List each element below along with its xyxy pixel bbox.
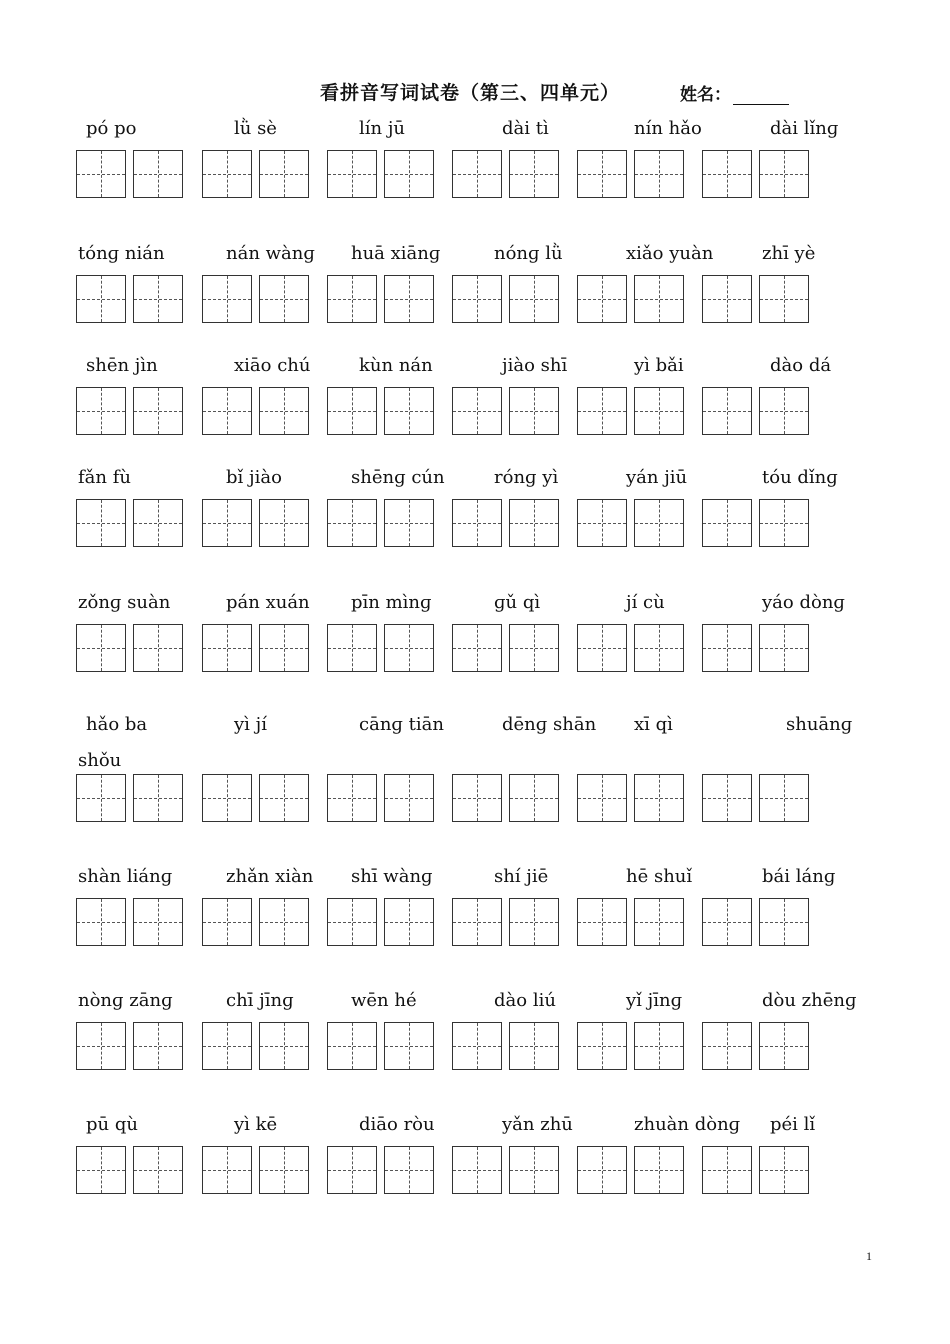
character-writing-box[interactable] — [577, 499, 627, 547]
character-writing-box[interactable] — [327, 898, 377, 946]
pinyin-word: shī wànɡ — [351, 866, 433, 887]
pinyin-word: xī qì — [634, 714, 673, 735]
character-box-pair — [327, 1146, 435, 1196]
character-writing-box[interactable] — [509, 1146, 559, 1194]
character-writing-box[interactable] — [634, 1146, 684, 1194]
exercise-row — [76, 714, 876, 771]
pinyin-word: tónɡ nián — [78, 243, 165, 264]
character-writing-box[interactable] — [202, 624, 252, 672]
character-writing-box[interactable] — [509, 499, 559, 547]
character-writing-box[interactable] — [259, 898, 309, 946]
character-writing-box[interactable] — [259, 499, 309, 547]
character-writing-box[interactable] — [759, 387, 809, 435]
character-box-pair — [452, 624, 560, 674]
character-writing-box[interactable] — [702, 499, 752, 547]
pinyin-word: tóu dǐnɡ — [762, 467, 838, 488]
character-box-pair — [702, 150, 810, 200]
character-box-pair — [327, 150, 435, 200]
character-box-pair — [452, 774, 560, 824]
character-writing-box[interactable] — [452, 774, 502, 822]
pinyin-word: bái lánɡ — [762, 866, 836, 887]
character-writing-box[interactable] — [259, 387, 309, 435]
character-writing-box[interactable] — [452, 150, 502, 198]
character-writing-box[interactable] — [452, 1022, 502, 1070]
character-writing-box[interactable] — [76, 150, 126, 198]
character-writing-box[interactable] — [452, 387, 502, 435]
character-writing-box[interactable] — [327, 387, 377, 435]
exercise-row — [76, 866, 876, 890]
name-label: 姓名： — [680, 85, 731, 105]
pinyin-word: shēn jìn — [86, 355, 158, 376]
pinyin-word: dào dá — [770, 355, 832, 376]
character-writing-box[interactable] — [577, 387, 627, 435]
pinyin-word: rónɡ yì — [494, 467, 559, 488]
page-title: 看拼音写词试卷（第三、四单元） — [320, 82, 621, 104]
character-box-pair — [577, 387, 685, 437]
character-box-pair — [702, 1022, 810, 1072]
character-box-pair — [76, 1022, 184, 1072]
character-writing-box[interactable] — [509, 150, 559, 198]
pinyin-word: fǎn fù — [78, 467, 131, 488]
pinyin-word: shēnɡ cún — [351, 467, 445, 488]
character-box-pair — [202, 150, 310, 200]
pinyin-word: dòu zhēnɡ — [762, 990, 857, 1011]
character-writing-box[interactable] — [259, 1022, 309, 1070]
character-writing-box[interactable] — [133, 387, 183, 435]
character-box-pair — [327, 898, 435, 948]
character-writing-box[interactable] — [577, 275, 627, 323]
pinyin-word: diāo ròu — [359, 1114, 435, 1135]
character-writing-box[interactable] — [202, 499, 252, 547]
pinyin-word: ɡǔ qì — [494, 592, 541, 613]
character-box-pair — [76, 150, 184, 200]
pinyin-word: pū qù — [86, 1114, 138, 1135]
pinyin-word: dào liú — [494, 990, 556, 1011]
exercise-row — [76, 1114, 876, 1138]
pinyin-word: xiǎo yuàn — [626, 243, 714, 264]
pinyin-word: zhuàn dònɡ — [634, 1114, 741, 1135]
pinyin-word: yì bǎi — [634, 355, 684, 376]
pinyin-word: yì kē — [234, 1114, 278, 1135]
character-box-pair — [327, 387, 435, 437]
character-box-pair — [452, 150, 560, 200]
character-box-pair — [76, 898, 184, 948]
exercise-row — [76, 592, 876, 616]
character-box-pair — [577, 898, 685, 948]
character-box-pair — [452, 275, 560, 325]
character-writing-box[interactable] — [133, 275, 183, 323]
character-box-pair — [577, 1022, 685, 1072]
pinyin-word: dài lǐnɡ — [770, 118, 839, 139]
character-writing-box[interactable] — [384, 150, 434, 198]
character-writing-box[interactable] — [327, 150, 377, 198]
pinyin-word: lín jū — [359, 118, 406, 139]
character-writing-box[interactable] — [259, 624, 309, 672]
character-writing-box[interactable] — [577, 898, 627, 946]
character-box-pair — [202, 387, 310, 437]
pinyin-word: lǜ sè — [234, 118, 277, 139]
character-writing-box[interactable] — [384, 1146, 434, 1194]
pinyin-word: yáo dònɡ — [762, 592, 845, 613]
pinyin-word: yì jí — [234, 714, 267, 735]
character-writing-box[interactable] — [259, 275, 309, 323]
character-writing-box[interactable] — [133, 1146, 183, 1194]
character-writing-box[interactable] — [577, 1022, 627, 1070]
character-box-pair — [577, 774, 685, 824]
pinyin-word: zǒnɡ suàn — [78, 592, 171, 613]
character-writing-box[interactable] — [76, 387, 126, 435]
character-box-pair — [202, 275, 310, 325]
pinyin-word: péi lǐ — [770, 1114, 816, 1135]
character-writing-box[interactable] — [509, 624, 559, 672]
character-writing-box[interactable] — [259, 150, 309, 198]
pinyin-word: pán xuán — [226, 592, 310, 613]
character-box-pair — [702, 387, 810, 437]
character-writing-box[interactable] — [202, 1146, 252, 1194]
character-writing-box[interactable] — [202, 387, 252, 435]
name-field — [680, 80, 789, 105]
character-writing-box[interactable] — [509, 1022, 559, 1070]
character-writing-box[interactable] — [76, 624, 126, 672]
character-writing-box[interactable] — [76, 499, 126, 547]
pinyin-word: dài tì — [502, 118, 549, 139]
character-writing-box[interactable] — [452, 898, 502, 946]
pinyin-word: yán jiū — [626, 467, 688, 488]
character-writing-box[interactable] — [634, 1022, 684, 1070]
character-writing-box[interactable] — [384, 387, 434, 435]
character-box-pair — [327, 774, 435, 824]
character-writing-box[interactable] — [702, 150, 752, 198]
character-writing-box[interactable] — [76, 1022, 126, 1070]
character-box-pair — [202, 499, 310, 549]
character-writing-box[interactable] — [202, 898, 252, 946]
character-writing-box[interactable] — [509, 275, 559, 323]
character-box-pair — [76, 499, 184, 549]
pinyin-word: cānɡ tiān — [359, 714, 444, 735]
exercise-row — [76, 118, 876, 142]
character-writing-box[interactable] — [259, 774, 309, 822]
character-writing-box[interactable] — [452, 275, 502, 323]
character-writing-box[interactable] — [634, 774, 684, 822]
pinyin-line — [76, 990, 876, 1014]
character-box-pair — [702, 1146, 810, 1196]
character-writing-box[interactable] — [133, 774, 183, 822]
character-box-pair — [76, 1146, 184, 1196]
character-writing-box[interactable] — [702, 1022, 752, 1070]
pinyin-word: yǎn zhū — [502, 1114, 573, 1135]
character-box-pair — [327, 624, 435, 674]
character-box-pair — [76, 774, 184, 824]
character-writing-box[interactable] — [634, 499, 684, 547]
pinyin-word: hǎo ba — [86, 714, 148, 735]
character-box-pair — [702, 774, 810, 824]
pinyin-line — [76, 866, 876, 890]
character-box-pair — [76, 387, 184, 437]
character-writing-box[interactable] — [202, 774, 252, 822]
character-writing-box[interactable] — [702, 774, 752, 822]
character-writing-box[interactable] — [202, 275, 252, 323]
exercise-row — [76, 243, 876, 267]
character-writing-box[interactable] — [133, 624, 183, 672]
character-writing-box[interactable] — [259, 1146, 309, 1194]
pinyin-word: shàn liánɡ — [78, 866, 173, 887]
pinyin-word: wēn hé — [351, 990, 417, 1011]
character-box-pair — [202, 898, 310, 948]
pinyin-word: zhǎn xiàn — [226, 866, 314, 887]
character-writing-box[interactable] — [384, 499, 434, 547]
character-box-pair — [452, 499, 560, 549]
pinyin-line — [76, 1114, 876, 1138]
name-blank-line[interactable] — [733, 88, 789, 105]
character-writing-box[interactable] — [327, 624, 377, 672]
character-writing-box[interactable] — [76, 1146, 126, 1194]
character-writing-box[interactable] — [702, 387, 752, 435]
character-writing-box[interactable] — [384, 898, 434, 946]
character-box-pair — [577, 150, 685, 200]
character-box-pair — [452, 898, 560, 948]
character-box-pair — [452, 1146, 560, 1196]
character-writing-box[interactable] — [702, 898, 752, 946]
pinyin-word: nín hǎo — [634, 118, 702, 139]
character-writing-box[interactable] — [327, 774, 377, 822]
character-writing-box[interactable] — [634, 898, 684, 946]
character-box-pair — [76, 624, 184, 674]
character-writing-box[interactable] — [452, 499, 502, 547]
character-box-pair — [702, 898, 810, 948]
character-box-pair — [202, 624, 310, 674]
character-writing-box[interactable] — [634, 150, 684, 198]
character-writing-box[interactable] — [76, 774, 126, 822]
page-number: 1 — [866, 1249, 872, 1263]
character-box-pair — [327, 1022, 435, 1072]
character-writing-box[interactable] — [327, 1146, 377, 1194]
character-box-pair — [76, 275, 184, 325]
pinyin-word: nónɡ lǜ — [494, 243, 563, 264]
character-writing-box[interactable] — [634, 275, 684, 323]
pinyin-word: chī jīnɡ — [226, 990, 294, 1011]
character-writing-box[interactable] — [327, 275, 377, 323]
character-box-pair — [577, 499, 685, 549]
character-box-pair — [202, 774, 310, 824]
exercise-row — [76, 467, 876, 491]
character-writing-box[interactable] — [327, 1022, 377, 1070]
pinyin-word: bǐ jiào — [226, 467, 282, 488]
pinyin-word: nán wànɡ — [226, 243, 315, 264]
pinyin-line — [76, 592, 876, 616]
pinyin-line — [76, 355, 876, 379]
character-box-pair — [577, 624, 685, 674]
character-writing-box[interactable] — [76, 898, 126, 946]
pinyin-word: pó po — [86, 118, 137, 139]
character-writing-box[interactable] — [634, 624, 684, 672]
character-writing-box[interactable] — [384, 624, 434, 672]
pinyin-word: shuānɡ — [786, 714, 853, 735]
pinyin-overflow: shǒu — [78, 750, 122, 771]
character-writing-box[interactable] — [759, 1022, 809, 1070]
character-writing-box[interactable] — [577, 1146, 627, 1194]
character-writing-box[interactable] — [759, 774, 809, 822]
character-writing-box[interactable] — [452, 1146, 502, 1194]
character-writing-box[interactable] — [76, 275, 126, 323]
character-box-pair — [327, 499, 435, 549]
pinyin-word: nònɡ zānɡ — [78, 990, 173, 1011]
pinyin-word: hē shuǐ — [626, 866, 693, 887]
character-box-pair — [702, 624, 810, 674]
character-writing-box[interactable] — [759, 275, 809, 323]
pinyin-word: jí cù — [626, 592, 665, 613]
character-box-pair — [702, 499, 810, 549]
character-writing-box[interactable] — [509, 774, 559, 822]
pinyin-line — [76, 714, 876, 738]
character-writing-box[interactable] — [133, 499, 183, 547]
character-box-pair — [202, 1146, 310, 1196]
pinyin-word: yǐ jīnɡ — [626, 990, 683, 1011]
character-box-pair — [452, 1022, 560, 1072]
pinyin-word: zhī yè — [762, 243, 816, 264]
character-writing-box[interactable] — [702, 275, 752, 323]
pinyin-word: shí jiē — [494, 866, 549, 887]
character-writing-box[interactable] — [509, 898, 559, 946]
pinyin-word: huā xiānɡ — [351, 243, 441, 264]
character-writing-box[interactable] — [384, 1022, 434, 1070]
character-writing-box[interactable] — [133, 150, 183, 198]
character-writing-box[interactable] — [577, 624, 627, 672]
character-writing-box[interactable] — [759, 898, 809, 946]
pinyin-word: kùn nán — [359, 355, 433, 376]
character-writing-box[interactable] — [577, 150, 627, 198]
character-writing-box[interactable] — [133, 1022, 183, 1070]
character-box-pair — [702, 275, 810, 325]
character-writing-box[interactable] — [384, 275, 434, 323]
character-writing-box[interactable] — [133, 898, 183, 946]
character-writing-box[interactable] — [759, 624, 809, 672]
pinyin-word: xiāo chú — [234, 355, 311, 376]
character-box-pair — [577, 275, 685, 325]
pinyin-word: jiào shī — [502, 355, 568, 376]
character-writing-box[interactable] — [452, 624, 502, 672]
pinyin-line — [76, 243, 876, 267]
character-writing-box[interactable] — [202, 1022, 252, 1070]
character-writing-box[interactable] — [634, 387, 684, 435]
pinyin-word: pīn mìnɡ — [351, 592, 432, 613]
character-writing-box[interactable] — [759, 150, 809, 198]
character-writing-box[interactable] — [577, 774, 627, 822]
exercise-row — [76, 990, 876, 1014]
character-writing-box[interactable] — [384, 774, 434, 822]
character-writing-box[interactable] — [702, 1146, 752, 1194]
character-writing-box[interactable] — [327, 499, 377, 547]
character-writing-box[interactable] — [702, 624, 752, 672]
pinyin-line — [76, 118, 876, 142]
exercise-row — [76, 355, 876, 379]
character-writing-box[interactable] — [509, 387, 559, 435]
character-box-pair — [577, 1146, 685, 1196]
pinyin-word: dēnɡ shān — [502, 714, 597, 735]
character-box-pair — [327, 275, 435, 325]
character-box-pair — [452, 387, 560, 437]
character-box-pair — [202, 1022, 310, 1072]
pinyin-line — [76, 467, 876, 491]
character-writing-box[interactable] — [759, 499, 809, 547]
character-writing-box[interactable] — [759, 1146, 809, 1194]
character-writing-box[interactable] — [202, 150, 252, 198]
